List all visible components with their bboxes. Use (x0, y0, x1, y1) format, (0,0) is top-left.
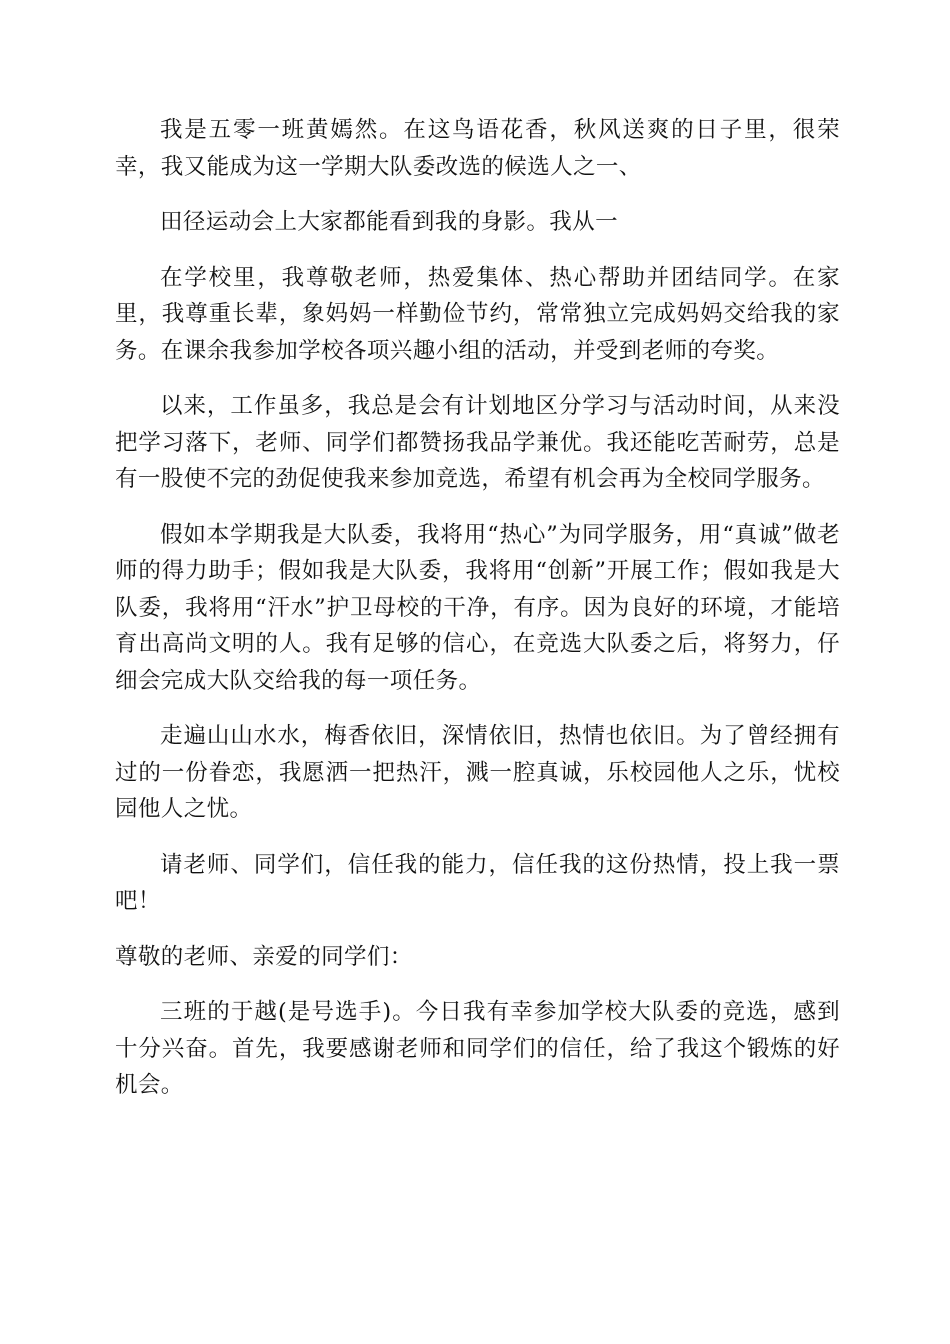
paragraph-vote-request: 请老师、同学们，信任我的能力，信任我的这份热情，投上我一票吧！ (115, 851, 840, 914)
paragraph-devotion: 走遍山山水水，梅香依旧，深情依旧，热情也依旧。为了曾经拥有过的一份眷恋，我愿洒一把热汗，溅一腔真诚，乐校园他人之乐，忧校园他人之忧。 (115, 723, 840, 822)
paragraph-promise: 假如本学期我是大队委，我将用“热心”为同学服务，用“真诚”做老师的得力助手；假如我是大队委，我将用“创新”开展工作；假如我是大队委，我将用“汗水”护卫母校的干净，有序。因为良好的环境，才能培育出高尚文明的人。我有足够的信心，在竞选大队委之后，将努力，仔细会完成大队交给我的每一项任务。 (115, 521, 840, 694)
document-body (115, 112, 840, 1123)
paragraph-second-speech: 三班的于越(是号选手)。今日我有幸参加学校大队委的竞选，感到十分兴奋。首先，我要感谢老师和同学们的信任，给了我这个锻炼的好机会。 (115, 999, 840, 1098)
paragraph-intro: 我是五零一班黄嫣然。在这鸟语花香，秋风送爽的日子里，很荣幸，我又能成为这一学期大队委改选的候选人之一、 (115, 117, 840, 180)
paragraph-salutation: 尊敬的老师、亲爱的同学们： (115, 943, 413, 970)
paragraph-sports: 田径运动会上大家都能看到我的身影。我从一 (160, 209, 619, 235)
paragraph-study-work: 以来，工作虽多，我总是会有计划地区分学习与活动时间，从来没把学习落下，老师、同学们都赞扬我品学兼优。我还能吃苦耐劳，总是有一股使不完的劲促使我来参加竞选，希望有机会再为全校同学服务。 (115, 393, 840, 492)
paragraph-school-home: 在学校里，我尊敬老师，热爱集体、热心帮助并团结同学。在家里，我尊重长辈，象妈妈一样勤俭节约，常常独立完成妈妈交给我的家务。在课余我参加学校各项兴趣小组的活动，并受到老师的夸奖。 (115, 264, 840, 364)
